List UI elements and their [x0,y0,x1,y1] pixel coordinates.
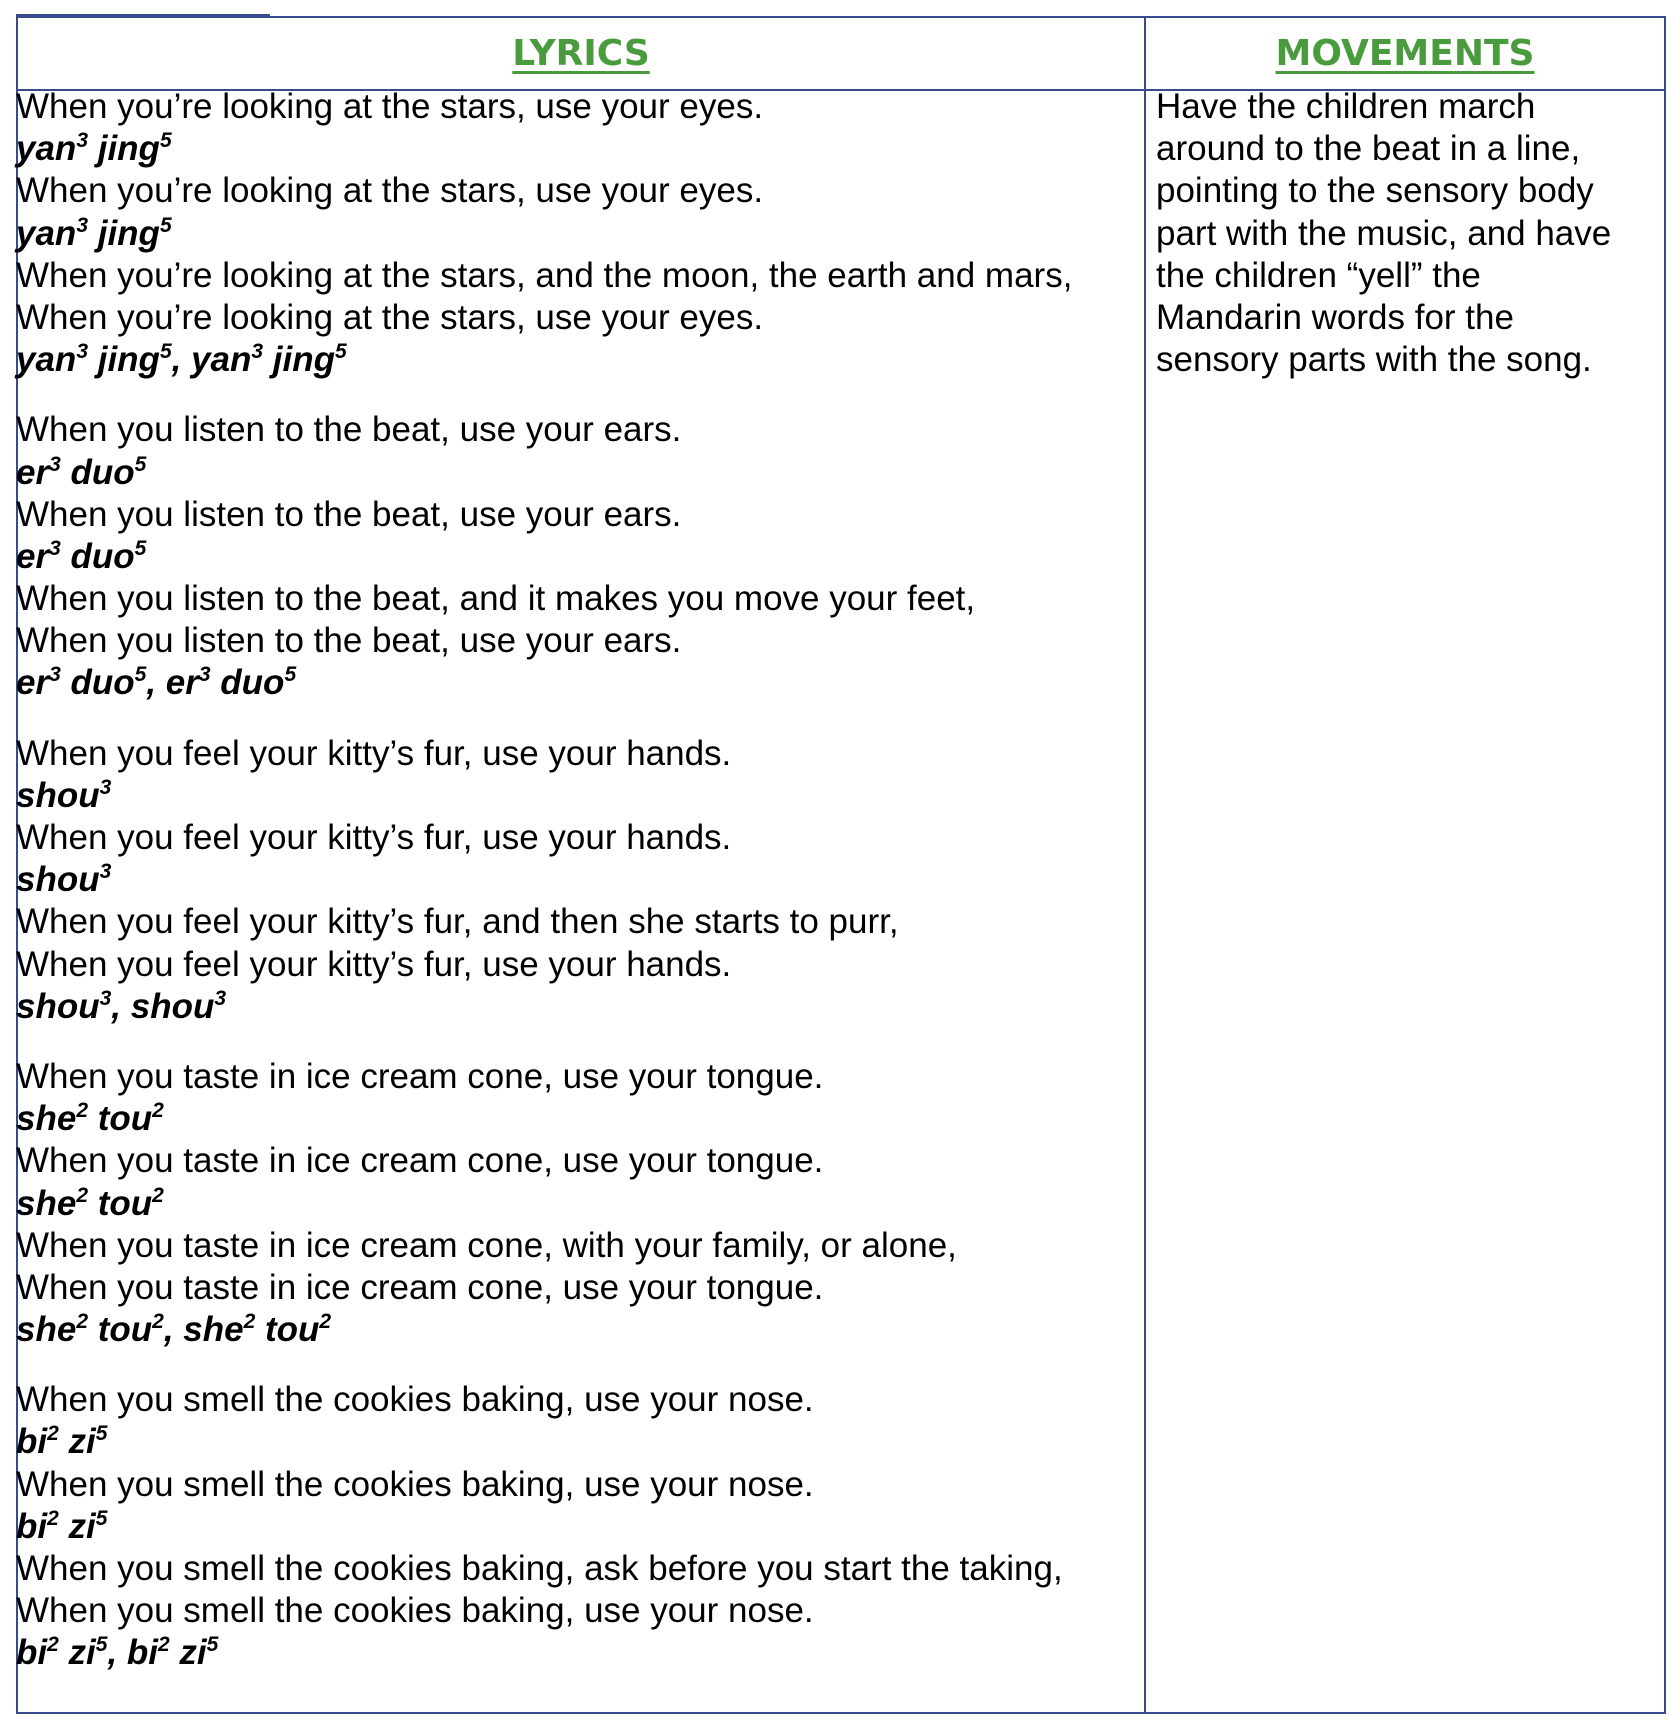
syllable: zi [58,1506,96,1546]
romanization-line [16,662,1122,704]
tone-number: 5 [134,663,147,687]
romanization-line [16,775,1122,817]
movement-instruction-line: the children “yell” the [1156,255,1481,295]
lyric-line: When you taste in ice cream cone, use your tongue. [16,1141,824,1181]
tone-number: 2 [47,1506,59,1530]
syllable: duo [60,536,135,576]
syllable: zi [169,1633,207,1673]
romanization-line [16,1098,1122,1140]
romanization-line [16,536,1122,578]
tone-number: 2 [76,1310,88,1334]
tone-number: 3 [214,986,227,1010]
tone-number: 3 [49,452,61,476]
lyric-line: When you listen to the beat, and it makes you move your feet, [16,579,976,619]
lyric-line: When you’re looking at the stars, use your eyes. [16,171,764,211]
romanization-line [16,339,1122,381]
syllable: , er [146,663,199,703]
syllable: duo [60,452,135,492]
lyric-line: When you listen to the beat, use your ears. [16,494,682,534]
lyric-line: When you feel your kitty’s fur, use your hands. [16,944,732,984]
lyric-line: When you feel your kitty’s fur, and then she starts to purr, [16,902,899,942]
lyric-line: When you taste in ice cream cone, use your tongue. [16,1267,824,1307]
lyric-line: When you taste in ice cream cone, use your tongue. [16,1056,824,1096]
syllable: she [16,1310,77,1350]
lyrics-cell [16,86,1122,1703]
syllable: shou [16,986,100,1026]
romanization-line [16,128,1122,170]
syllable: tou [88,1310,153,1350]
romanization-line [16,986,1122,1028]
tone-number: 2 [76,1183,88,1207]
tone-number: 2 [152,1099,164,1123]
syllable: , she [163,1310,244,1350]
syllable: jing [263,340,336,380]
movement-instruction-line: around to the beat in a line, [1156,129,1581,169]
tone-number: 2 [152,1310,164,1334]
syllable: she [16,1183,77,1223]
column-divider [1144,18,1146,1712]
syllable: jing [88,129,160,169]
lyric-line: When you’re looking at the stars, use your eyes. [16,297,764,337]
tone-number: 2 [47,1633,59,1657]
syllable: jing [88,213,160,253]
stanza [16,86,1122,381]
romanization-line [16,452,1122,494]
syllable: bi [16,1633,48,1673]
tone-number: 3 [198,663,211,687]
syllable: bi [16,1506,48,1546]
movement-instruction-line: part with the music, and have [1156,213,1612,253]
tone-number: 3 [49,536,61,560]
stanza [16,1379,1122,1674]
lyric-line: When you smell the cookies baking, ask before you start the taking, [16,1549,1063,1588]
movement-instruction-line: Have the children march [1156,87,1536,126]
lyric-line: When you feel your kitty’s fur, use your hands. [16,818,732,857]
tone-number: 2 [47,1422,59,1446]
tone-number: 3 [99,986,112,1010]
tone-number: 3 [76,129,88,153]
syllable: zi [58,1633,96,1673]
romanization-line [16,859,1122,901]
tone-number: 3 [251,340,264,364]
syllable: duo [210,663,285,703]
movement-instruction-line: pointing to the sensory body [1156,171,1594,211]
syllable: shou [16,860,100,900]
lyric-line: When you taste in ice cream cone, with your family, or alone, [16,1225,957,1265]
romanization-line [16,1421,1122,1463]
tone-number: 5 [95,1422,108,1446]
syllable: yan [16,340,77,380]
tone-number: 5 [206,1633,219,1657]
syllable: zi [58,1422,96,1462]
syllable: shou [16,775,100,815]
tone-number: 3 [99,860,112,884]
syllable: yan [16,129,77,169]
lyrics-column-header: LYRICS [512,33,650,74]
tone-number: 2 [152,1183,164,1207]
syllable: , bi [107,1633,158,1673]
romanization-line [16,213,1122,255]
lyric-line: When you listen to the beat, use your ears. [16,410,682,450]
syllable: tou [88,1099,153,1139]
tone-number: 5 [134,452,147,476]
syllable: yan [16,213,77,253]
romanization-line [16,1309,1122,1351]
tone-number: 2 [319,1310,332,1334]
tone-number: 5 [159,213,172,237]
movements-column-header: MOVEMENTS [1275,33,1535,74]
tone-number: 5 [95,1633,108,1657]
stanza [16,733,1122,1028]
tone-number: 5 [159,129,172,153]
romanization-line [16,1632,1122,1674]
syllable: er [16,452,50,492]
tone-number: 2 [243,1310,256,1334]
syllable: tou [255,1310,320,1350]
stanza [16,409,1122,704]
tone-number: 5 [95,1506,108,1530]
tone-number: 3 [49,663,61,687]
romanization-line [16,1183,1122,1225]
lyric-line: When you listen to the beat, use your ears. [16,621,682,661]
lyric-line: When you smell the cookies baking, use your nose. [16,1591,814,1631]
lyric-line: When you smell the cookies baking, use your nose. [16,1380,814,1420]
syllable: jing [88,340,160,380]
syllable: er [16,536,50,576]
syllable: er [16,663,50,703]
tone-number: 2 [76,1099,88,1123]
tone-number: 3 [76,213,88,237]
tone-number: 3 [76,340,88,364]
syllable: tou [88,1183,153,1223]
lyric-line: When you’re looking at the stars, and the moon, the earth and mars, [16,255,1073,295]
lyric-line: When you smell the cookies baking, use your nose. [16,1464,814,1504]
syllable: , yan [171,340,252,380]
tone-number: 5 [134,536,147,560]
lyric-line: When you feel your kitty’s fur, use your hands. [16,733,732,773]
stanza [16,1056,1122,1351]
movement-instruction-line: sensory parts with the song. [1156,340,1592,380]
syllable: she [16,1099,77,1139]
tone-number: 5 [284,663,297,687]
movement-instruction-line: Mandarin words for the [1156,297,1514,337]
syllable: duo [60,663,135,703]
tone-number: 5 [159,340,172,364]
syllable: , shou [111,986,215,1026]
tone-number: 2 [158,1633,170,1657]
syllable: bi [16,1422,48,1462]
lyric-line: When you’re looking at the stars, use your eyes. [16,87,764,126]
tone-number: 3 [99,775,112,799]
romanization-line [16,1506,1122,1548]
tone-number: 5 [335,340,347,364]
movements-cell [1156,86,1646,381]
